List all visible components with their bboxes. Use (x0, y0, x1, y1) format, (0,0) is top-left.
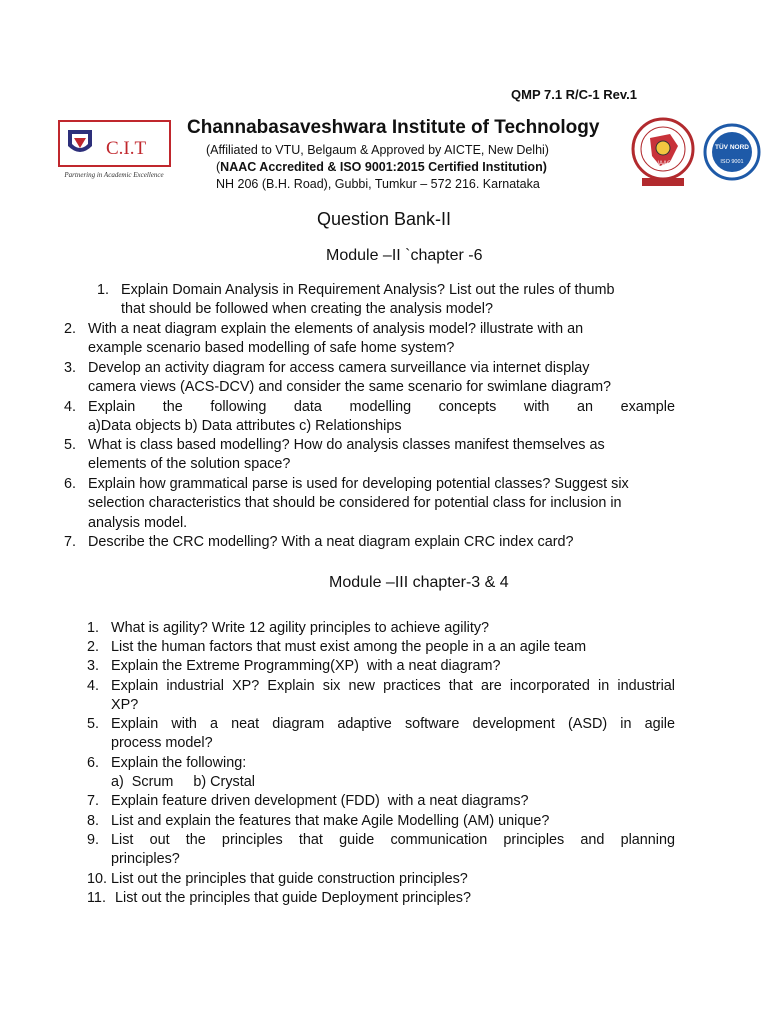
accreditation-line (216, 160, 547, 174)
cit-logo (58, 120, 171, 180)
question-item: 7. Explain feature driven development (FDD) with a neat diagrams? (87, 793, 529, 809)
question-item: 2. With a neat diagram explain the elements of analysis model? illustrate with an example scenario based modelling of safe home system? (64, 321, 584, 357)
question-item: 10. List out the principles that guide construction principles? (87, 871, 468, 887)
tuv-nord-seal (703, 123, 761, 181)
question-item: 7. Describe the CRC modelling? With a neat diagram explain CRC index card? (64, 534, 574, 550)
question-item: 4. Explain industrial XP? Explain six new practices that are incorporated in industrial XP? (87, 678, 675, 714)
cit-logo-text: C.I.T (105, 138, 147, 159)
module-heading-3: Module –III chapter-3 & 4 (329, 574, 509, 591)
question-item: 6. Explain the following: a) Scrum b) Crystal (87, 755, 255, 791)
tuv-seal-text: TÜV NORD (715, 144, 749, 151)
question-item: 1. What is agility? Write 12 agility principles to achieve agility? (87, 620, 490, 636)
question-item: 1. Explain Domain Analysis in Requirement Analysis? List out the rules of thumb that should be followed when creating the analysis model? (97, 282, 615, 318)
address-line: NH 206 (B.H. Road), Gubbi, Tumkur – 572 216. Karnataka (216, 177, 540, 191)
module-heading-2: Module –II `chapter -6 (326, 247, 483, 264)
naac-seal-text: NAAC (654, 161, 672, 167)
question-item: 5. What is class based modelling? How do analysis classes manifest themselves as elements of the solution space? (64, 437, 605, 473)
question-item: 6. Explain how grammatical parse is used for developing potential classes? Suggest six selection characteristics that should be considered for potential class for inclusion in analysis model. (64, 476, 629, 531)
affiliation-line: (Affiliated to VTU, Belgaum & Approved by AICTE, New Delhi) (206, 143, 549, 157)
question-item: 11. List out the principles that guide Deployment principles? (87, 890, 471, 906)
naac-seal (630, 116, 696, 188)
accreditation-paren: ( (216, 160, 221, 174)
question-item: 2. List the human factors that must exist among the people in a an agile team (87, 639, 587, 655)
question-item: 4. Explain the following data modelling concepts with an example a)Data objects b) Data attributes c) Relationships (64, 399, 675, 435)
page-title: Question Bank-II (316, 209, 452, 229)
question-item: 3. Explain the Extreme Programming(XP) with a neat diagram? (87, 658, 501, 674)
cit-logo-tagline: Partnering in Academic Excellence (64, 171, 164, 179)
document-code: QMP 7.1 R/C-1 Rev.1 (511, 87, 637, 102)
institute-name: Channabasaveshwara Institute of Technology (187, 117, 600, 138)
tuv-seal-iso: ISO 9001 (720, 159, 744, 165)
question-item: 5. Explain with a neat diagram adaptive software development (ASD) in agile process model? (87, 716, 675, 752)
question-item: 8. List and explain the features that make Agile Modelling (AM) unique? (87, 813, 550, 829)
question-item: 9. List out the principles that guide communication principles and planning principles? (87, 832, 675, 868)
accreditation-text: NAAC Accredited & ISO 9001:2015 Certified Institution) (220, 160, 547, 174)
question-item: 3. Develop an activity diagram for access camera surveillance via internet display camera views (ACS-DCV) and consider the same scenario for swimlane diagram? (64, 360, 612, 396)
